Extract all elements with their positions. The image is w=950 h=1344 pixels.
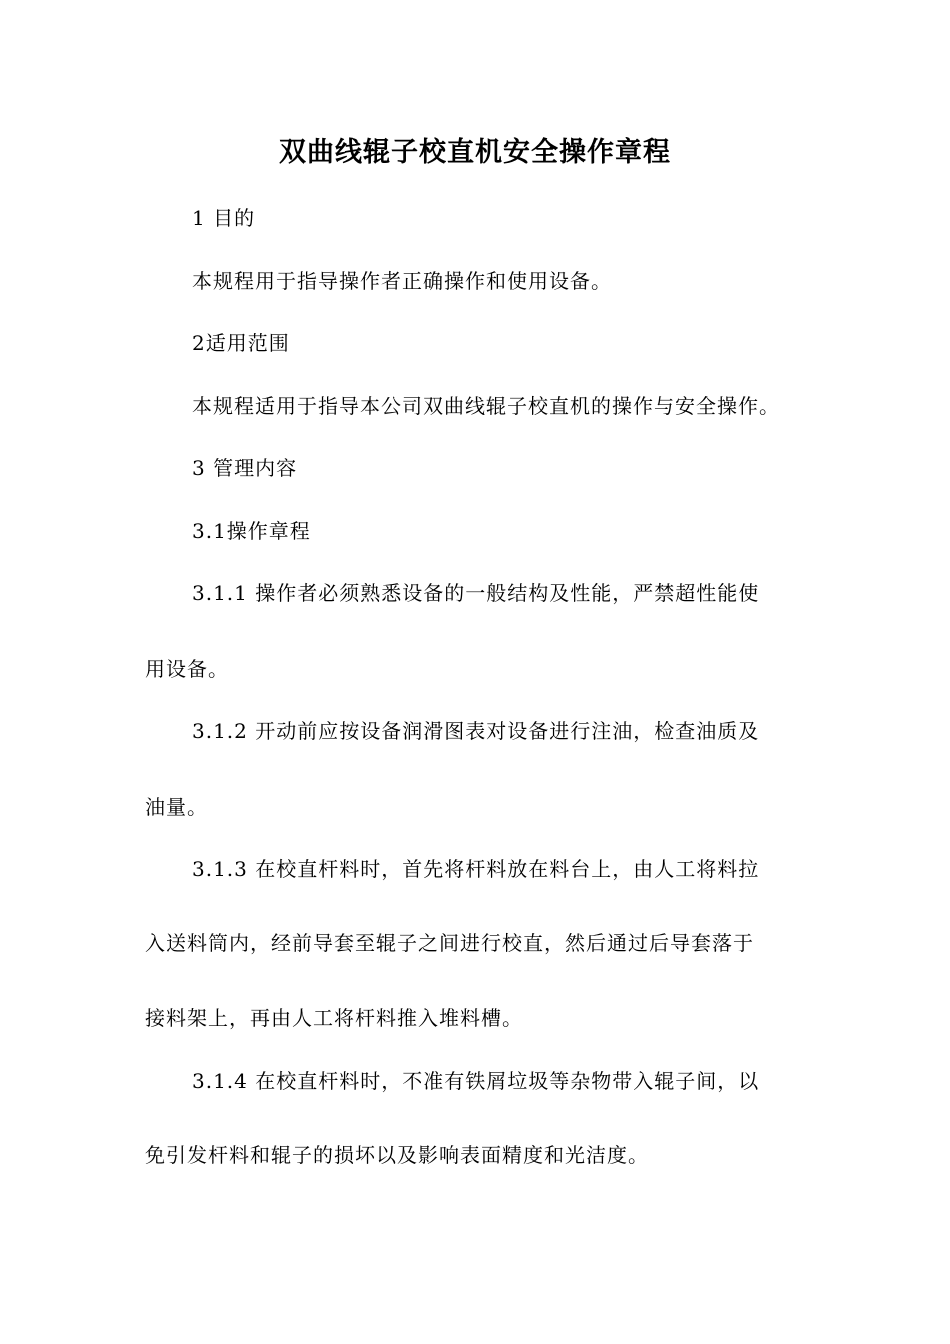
clause-3-1-2-line-2: 油量。: [145, 795, 208, 819]
clause-3-1-4-line-2: 免引发杆料和辊子的损坏以及影响表面精度和光洁度。: [145, 1143, 649, 1167]
paragraph-purpose: 本规程用于指导操作者正确操作和使用设备。: [192, 269, 612, 293]
clause-3-1-3-line-2: 入送料筒内，经前导套至辊子之间进行校直，然后通过后导套落于: [145, 931, 754, 955]
subsection-heading-procedure: 3.1操作章程: [192, 519, 311, 543]
clause-3-1-4-line-1: 3.1.4 在校直杆料时，不准有铁屑垃圾等杂物带入辊子间，以: [192, 1069, 760, 1093]
clause-3-1-3-line-1: 3.1.3 在校直杆料时，首先将杆料放在料台上，由人工将料拉: [192, 857, 760, 881]
clause-3-1-3-line-3: 接料架上，再由人工将杆料推入堆料槽。: [145, 1006, 523, 1030]
section-heading-purpose: 1 目的: [192, 206, 256, 230]
document-title: 双曲线辊子校直机安全操作章程: [279, 137, 671, 168]
clause-3-1-1-line-2: 用设备。: [145, 657, 229, 681]
clause-3-1-1-line-1: 3.1.1 操作者必须熟悉设备的一般结构及性能，严禁超性能使: [192, 581, 760, 605]
clause-3-1-2-line-1: 3.1.2 开动前应按设备润滑图表对设备进行注油，检查油质及: [192, 719, 760, 743]
section-heading-scope: 2适用范围: [192, 331, 290, 355]
paragraph-scope: 本规程适用于指导本公司双曲线辊子校直机的操作与安全操作。: [192, 394, 780, 418]
section-heading-management: 3 管理内容: [192, 456, 298, 480]
